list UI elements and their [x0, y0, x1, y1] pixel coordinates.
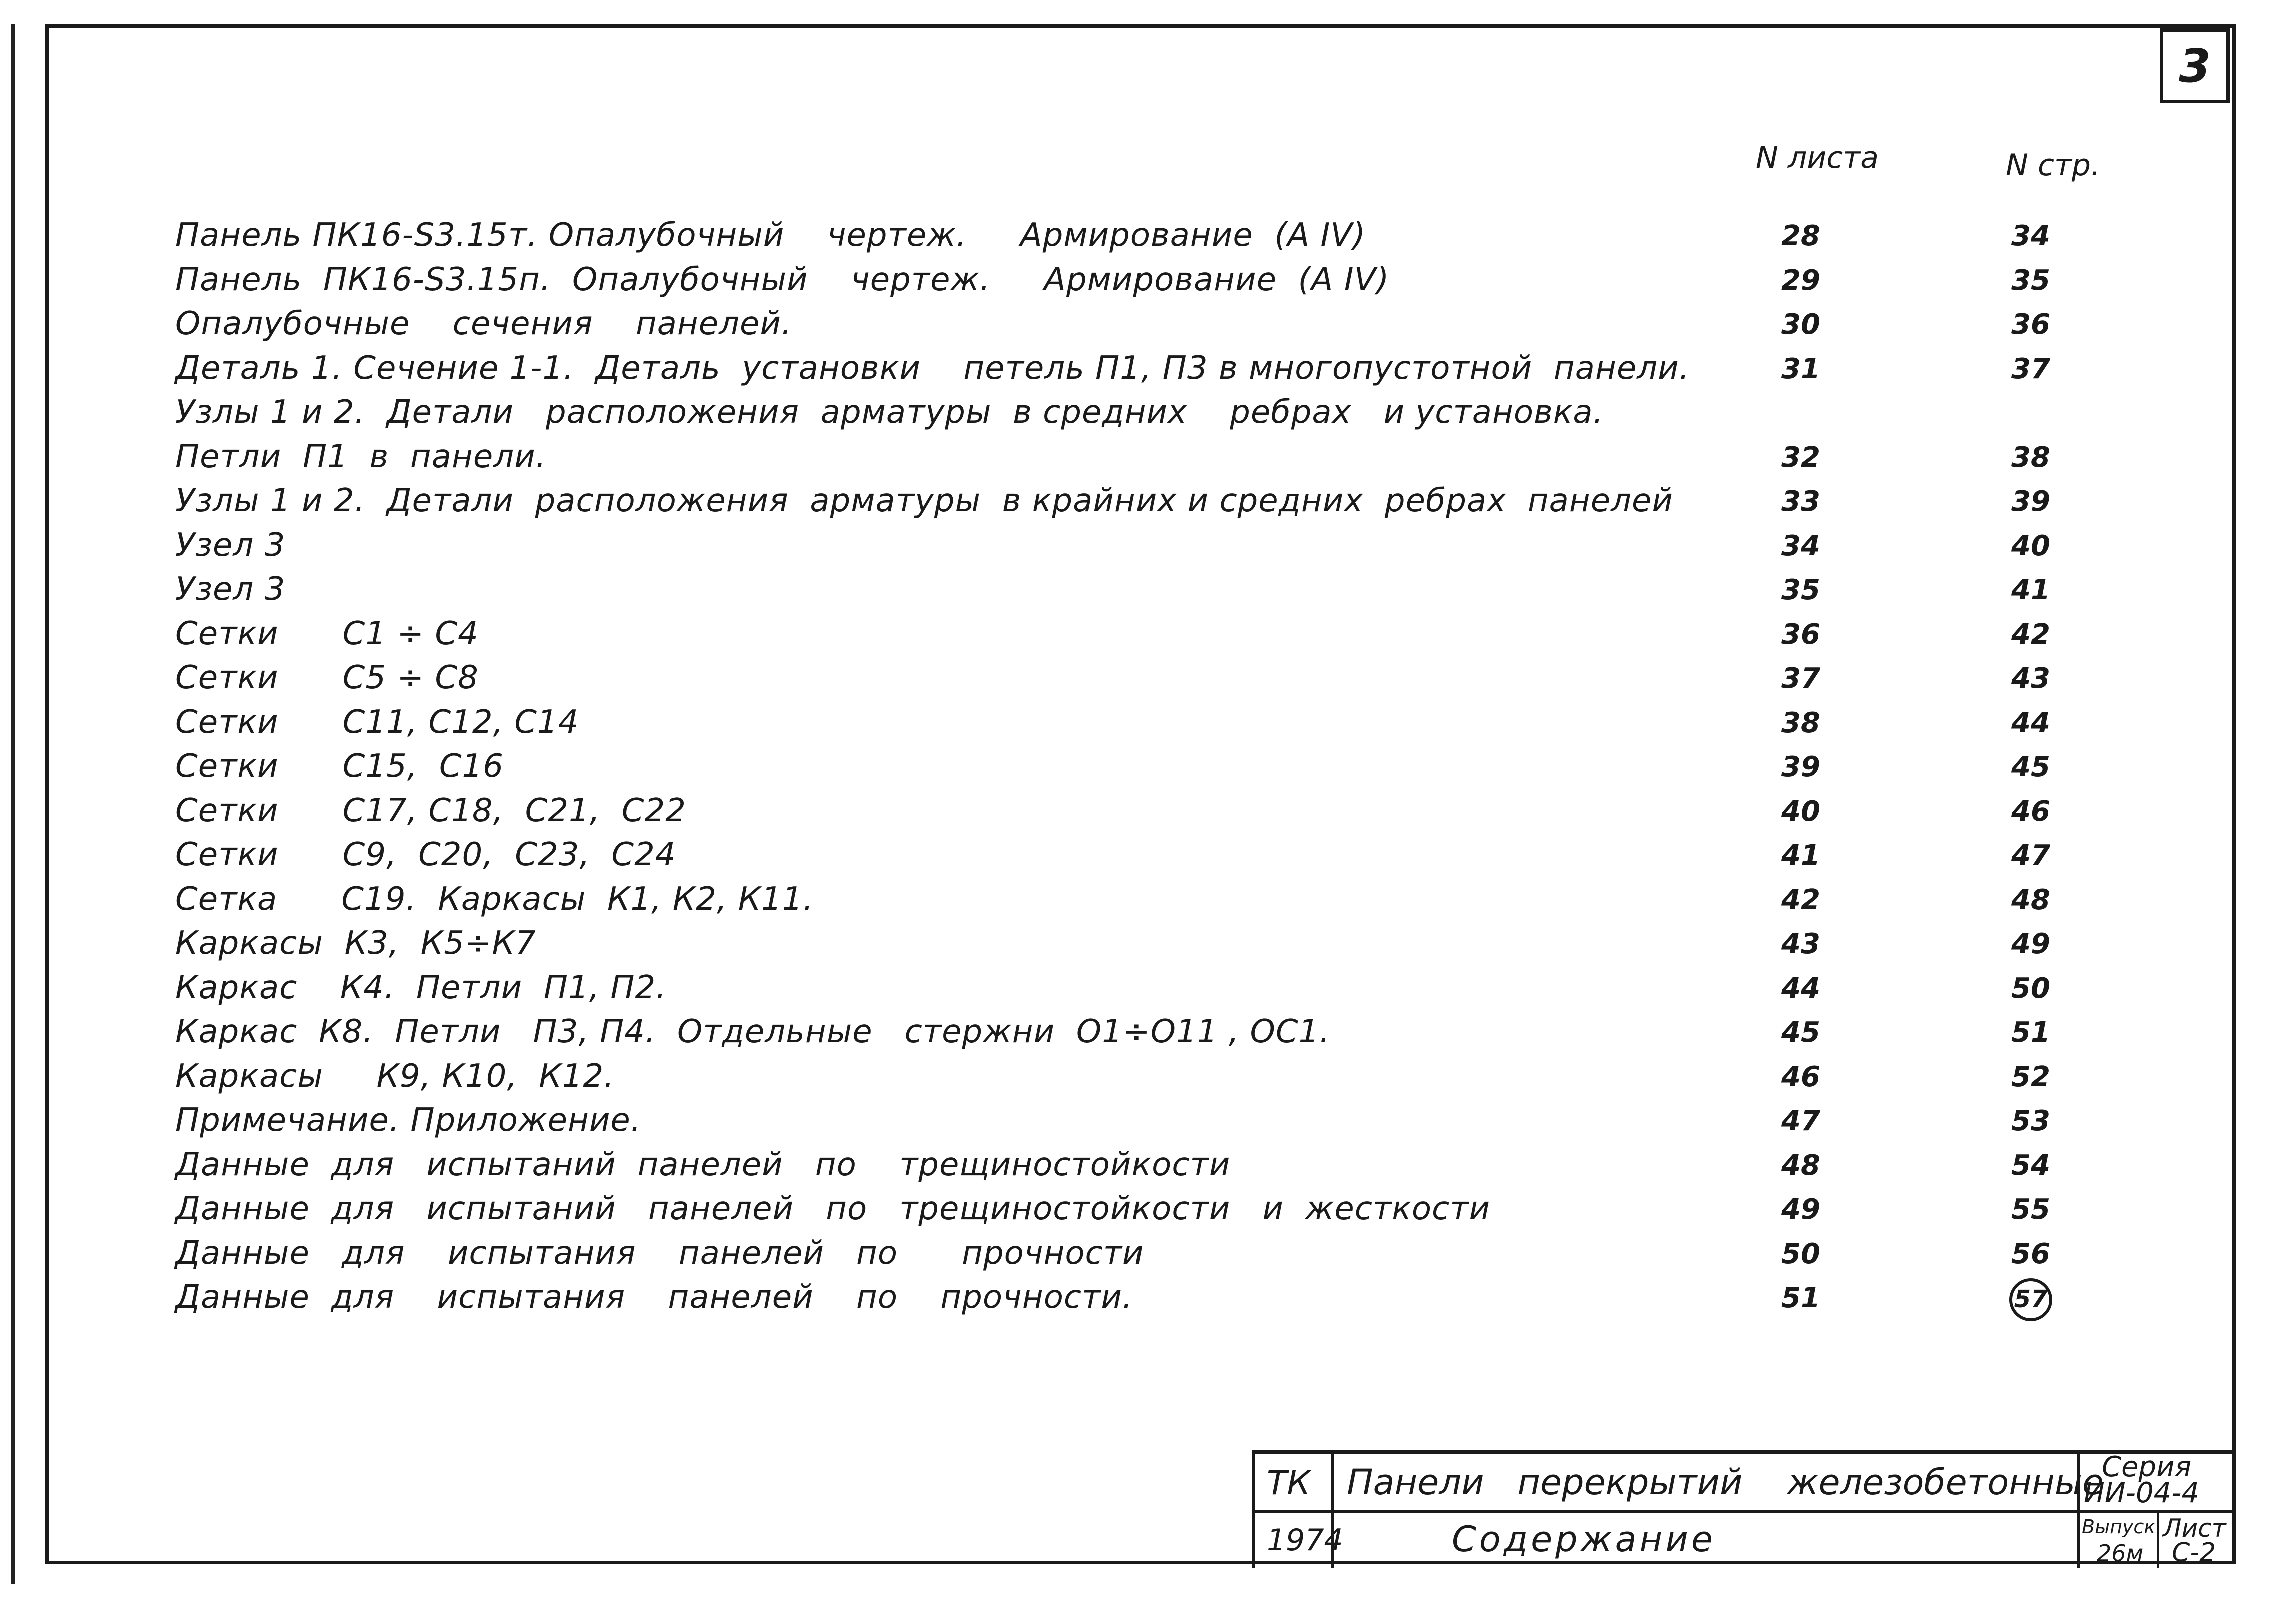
contents-row [175, 1145, 2176, 1189]
contents-row [175, 1100, 2176, 1145]
sheet-value: С-2 [2172, 1538, 2216, 1568]
contents-row-page-no: 50 [2011, 972, 2050, 1005]
contents-row-title: Панель ПК16-S3.15т. Опалубочный чертеж. Армирование (А IV) [175, 217, 1366, 254]
contents-row-sheet-no: 49 [1781, 1193, 1820, 1226]
contents-row-sheet-no: 30 [1781, 308, 1820, 341]
contents-row-page-no: 35 [2011, 264, 2050, 297]
page-number: 3 [2178, 39, 2211, 93]
contents-row-sheet-no: 47 [1781, 1105, 1820, 1137]
contents-row [175, 304, 2176, 348]
contents-row-page-no: 56 [2011, 1237, 2050, 1270]
contents-row-sheet-no: 35 [1781, 574, 1820, 606]
contents-row-page-no: 47 [2011, 839, 2050, 872]
contents-row-title: Узел 3 [175, 571, 286, 608]
series-value: ИИ-04-4 [2084, 1477, 2200, 1509]
contents-row-page-no: 39 [2011, 485, 2050, 518]
contents-row [175, 791, 2176, 835]
contents-row [175, 348, 2176, 393]
contents-row-sheet-no: 34 [1781, 529, 1820, 562]
contents-row-sheet-no: 39 [1781, 751, 1820, 783]
contents-row-title: Панель ПК16-S3.15п. Опалубочный чертеж. Армирование (А IV) [175, 261, 1390, 298]
title-block-year: 1974 [1267, 1523, 1343, 1558]
contents-row-title: Сетки С17, С18, С21, С22 [175, 792, 686, 829]
contents-row-title: Деталь 1. Сечение 1-1. Деталь установки петель П1, П3 в многопустотной панели. [175, 349, 1690, 387]
contents-row-title: Данные для испытаний панелей по трещиностойкости и жесткости [175, 1190, 1491, 1227]
title-block-org: ТК [1267, 1464, 1311, 1502]
contents-row-page-no: 38 [2011, 441, 2050, 474]
contents-row [175, 746, 2176, 791]
title-block [1252, 1450, 2236, 1568]
contents-row-title: Данные для испытания панелей по прочности. [175, 1279, 1133, 1316]
contents-row-sheet-no: 33 [1781, 485, 1820, 518]
contents-row [175, 437, 2176, 481]
title-block-subtitle: Содержание [1452, 1519, 1716, 1560]
contents-row-title: Сетки С15, С16 [175, 748, 504, 785]
title-block-divider [1252, 1510, 2236, 1513]
contents-row [175, 525, 2176, 570]
contents-row-page-no: 42 [2011, 618, 2050, 651]
contents-list [175, 215, 2176, 1322]
contents-row-sheet-no: 29 [1781, 264, 1820, 297]
contents-row [175, 215, 2176, 260]
contents-row-sheet-no: 45 [1781, 1016, 1820, 1049]
contents-row-title: Сетка С19. Каркасы К1, К2, К11. [175, 880, 814, 918]
contents-row [175, 392, 2176, 437]
contents-row-page-no: 43 [2011, 662, 2050, 695]
contents-row [175, 968, 2176, 1012]
contents-row-page-no [1996, 1279, 2066, 1321]
contents-row-page-no: 46 [2011, 795, 2050, 828]
contents-row [175, 658, 2176, 702]
title-block-divider [2157, 1513, 2159, 1568]
contents-row-sheet-no: 43 [1781, 928, 1820, 960]
contents-row [175, 1189, 2176, 1233]
contents-row [175, 614, 2176, 658]
contents-row-page-no: 45 [2011, 751, 2050, 783]
contents-row-title: Петли П1 в панели. [175, 438, 547, 475]
contents-row-sheet-no: 31 [1781, 352, 1820, 385]
contents-row-title: Примечание. Приложение. [175, 1102, 642, 1139]
contents-row-sheet-no: 42 [1781, 883, 1820, 916]
contents-row-title: Узел 3 [175, 526, 286, 564]
contents-row-title: Опалубочные сечения панелей. [175, 305, 792, 342]
contents-row-page-no: 37 [2011, 352, 2050, 385]
contents-row-page-no: 36 [2011, 308, 2050, 341]
contents-row-sheet-no: 28 [1781, 220, 1820, 252]
contents-row-sheet-no: 41 [1781, 839, 1820, 872]
contents-row-title: Данные для испытаний панелей по трещиностойкости [175, 1146, 1231, 1183]
page-number-box [2160, 28, 2230, 103]
issue-value: 26м [2097, 1540, 2144, 1567]
contents-row-sheet-no: 44 [1781, 972, 1820, 1005]
contents-row-page-no: 41 [2011, 574, 2050, 606]
contents-row-page-no: 40 [2011, 529, 2050, 562]
contents-row-title: Узлы 1 и 2. Детали расположения арматуры в средних ребрах и установка. [175, 394, 1604, 431]
contents-row-title: Данные для испытания панелей по прочности [175, 1234, 1144, 1272]
contents-row-title: Сетки С1 ÷ С4 [175, 615, 479, 652]
contents-row-title: Сетки С5 ÷ С8 [175, 659, 479, 696]
sheet-label: Лист [2163, 1514, 2226, 1543]
contents-row-sheet-no: 40 [1781, 795, 1820, 828]
contents-row-page-no: 55 [2011, 1193, 2050, 1226]
contents-row [175, 879, 2176, 924]
series-label: Серия [2102, 1451, 2192, 1483]
contents-row [175, 835, 2176, 879]
contents-row-sheet-no: 36 [1781, 618, 1820, 651]
contents-row [175, 923, 2176, 968]
contents-row-sheet-no: 46 [1781, 1060, 1820, 1093]
contents-row-sheet-no: 32 [1781, 441, 1820, 474]
contents-row-sheet-no: 48 [1781, 1149, 1820, 1182]
contents-row-sheet-no: 38 [1781, 706, 1820, 739]
contents-row-page-no: 52 [2011, 1060, 2050, 1093]
contents-row-title: Каркасы К3, К5÷К7 [175, 925, 536, 962]
contents-row [175, 569, 2176, 614]
issue-label: Выпуск [2082, 1516, 2156, 1538]
contents-row [175, 1277, 2176, 1322]
contents-row [175, 702, 2176, 747]
contents-row-sheet-no: 37 [1781, 662, 1820, 695]
contents-row-page-no: 44 [2011, 706, 2050, 739]
contents-row [175, 1233, 2176, 1278]
contents-row-page-no: 53 [2011, 1105, 2050, 1137]
contents-row [175, 481, 2176, 525]
sheet-left-edge [11, 24, 15, 1584]
contents-row-title: Каркас К4. Петли П1, П2. [175, 969, 667, 1006]
contents-row-page-no: 51 [2011, 1016, 2050, 1049]
contents-row [175, 260, 2176, 304]
contents-row-title: Каркас К8. Петли П3, П4. Отдельные стержни О1÷О11 , ОС1. [175, 1013, 1330, 1050]
header-sheet-no: N листа [1756, 140, 1879, 175]
contents-row-page-no: 54 [2011, 1149, 2050, 1182]
header-page-no: N стр. [2006, 148, 2101, 183]
contents-row [175, 1056, 2176, 1101]
contents-row-title: Сетки С11, С12, С14 [175, 703, 579, 741]
contents-row-title: Сетки С9, С20, С23, С24 [175, 836, 676, 873]
title-block-title: Панели перекрытий железобетонные [1347, 1462, 2104, 1503]
contents-row-sheet-no: 50 [1781, 1237, 1820, 1270]
contents-row-title: Каркасы К9, К10, К12. [175, 1057, 615, 1095]
contents-row [175, 1012, 2176, 1056]
contents-row-page-no: 34 [2011, 220, 2050, 252]
contents-row-title: Узлы 1 и 2. Детали расположения арматуры в крайних и средних ребрах панелей [175, 482, 1673, 519]
contents-row-page-no: 48 [2011, 883, 2050, 916]
contents-row-page-no: 49 [2011, 928, 2050, 960]
circled-page-no: 57 [2009, 1278, 2052, 1321]
contents-row-sheet-no: 51 [1781, 1282, 1820, 1314]
